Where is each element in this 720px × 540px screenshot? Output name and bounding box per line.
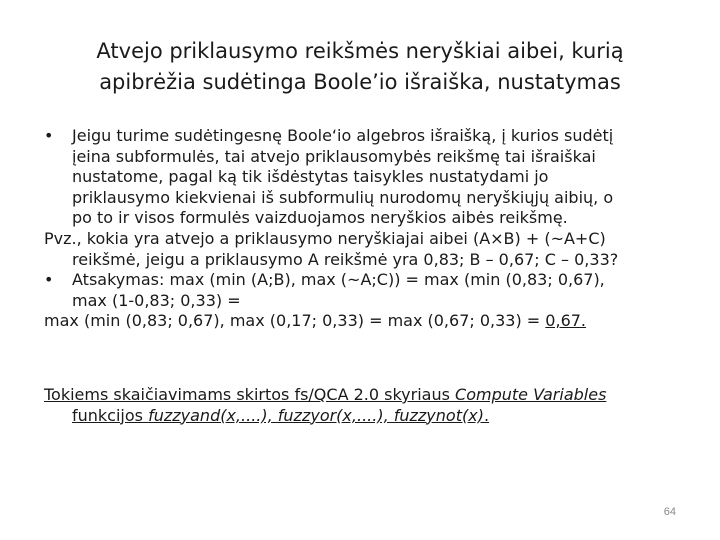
bullet-2-line-1: Atsakymas: max (min (A;B), max (~A;C)) = max (min (0,83; 0,67), bbox=[72, 270, 605, 290]
example-line-2: reikšmė, jeigu a priklausymo A reikšmė yra 0,83; B – 0,67; C – 0,33? bbox=[72, 249, 619, 269]
footnote-line-1 bbox=[44, 385, 674, 406]
footnote-text-2: funkcijos bbox=[72, 405, 149, 425]
bullet-item-1 bbox=[44, 126, 674, 229]
bullet-1-line-5: po to ir visos formulės vaizduojamos neryškios aibės reikšmę. bbox=[72, 208, 568, 228]
slide-title bbox=[40, 36, 680, 98]
footnote-line-2 bbox=[44, 406, 674, 427]
result-line bbox=[44, 311, 674, 332]
page-number: 64 bbox=[663, 506, 676, 518]
title-line-2: apibrėžia sudėtinga Boole’io išraiška, nustatymas bbox=[99, 70, 621, 94]
bullet-1-line-3: nustatome, pagal ką tik išdėstytas taisykles nustatydami jo bbox=[72, 167, 549, 187]
example-line-1: Pvz., kokia yra atvejo a priklausymo neryškiajai aibei (A×B) + (~A+C) bbox=[44, 228, 606, 248]
bullet-2-line-2: max (1-0,83; 0,33) = bbox=[72, 290, 241, 310]
footnote-text-1: Tokiems skaičiavimams skirtos fs/QCA 2.0 skyriaus bbox=[44, 385, 456, 404]
result-prefix: max (min (0,83; 0,67), max (0,17; 0,33) = max (0,67; 0,33) = bbox=[44, 311, 546, 331]
bullet-1-line-2: įeina subformulės, tai atvejo priklausomybės reikšmę tai išraiškai bbox=[72, 146, 596, 166]
slide-body bbox=[44, 126, 674, 332]
bullet-item-2 bbox=[44, 270, 674, 311]
example-paragraph bbox=[44, 229, 674, 270]
footnote-text-end: . bbox=[483, 405, 490, 425]
bullet-dot: • bbox=[44, 126, 54, 145]
bullet-dot: • bbox=[44, 270, 54, 290]
title-line-1: Atvejo priklausymo reikšmės neryškiai aibei, kurią bbox=[96, 39, 624, 63]
footnote bbox=[44, 385, 674, 426]
bullet-1-line-4: priklausymo kiekvienai iš subformulių nurodomų neryškiųjų aibių, o bbox=[72, 187, 614, 207]
result-answer: 0,67. bbox=[545, 311, 587, 331]
bullet-1-line-1: Jeigu turime sudėtingesnę Boole‘io algebros išraišką, į kurios sudėtį bbox=[72, 126, 614, 145]
footnote-menu-name: Compute Variables bbox=[455, 385, 607, 404]
footnote-function-names: fuzzyand(x,....), fuzzyor(x,....), fuzzynot(x) bbox=[148, 405, 484, 425]
